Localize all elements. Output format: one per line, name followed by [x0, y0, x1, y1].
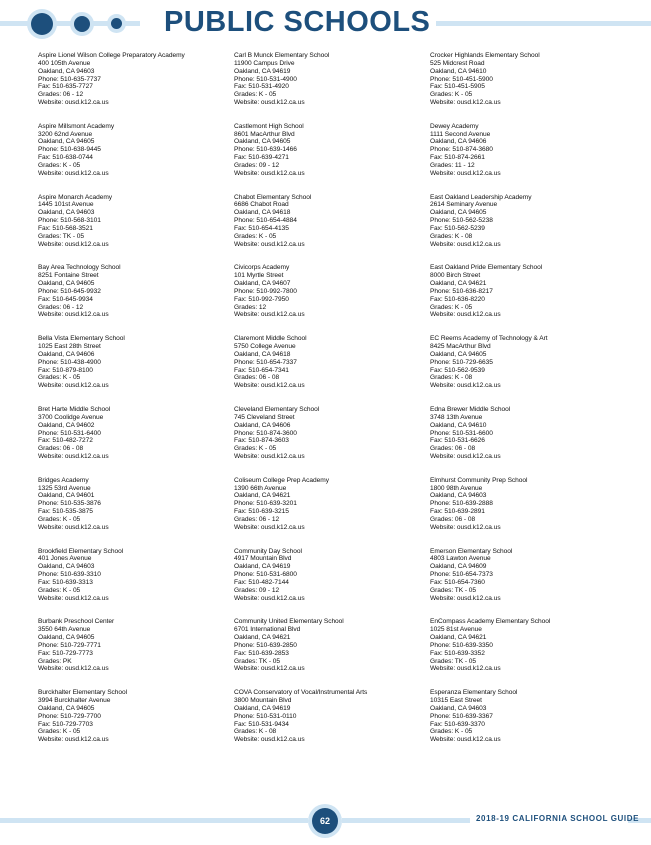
- school-phone: Phone: 510-636-8217: [430, 287, 493, 295]
- school-address: 3700 Coolidge Avenue: [38, 413, 104, 421]
- school-grades: Grades: 06 - 08: [234, 374, 280, 382]
- school-phone: Phone: 510-531-0110: [234, 712, 297, 720]
- school-phone: Phone: 510-639-3310: [38, 571, 101, 579]
- school-city: Oakland, CA 94605: [430, 209, 487, 217]
- school-grades: Grades: 09 - 12: [234, 586, 280, 594]
- school-address: 1325 53rd Avenue: [38, 484, 91, 492]
- school-grades: Grades: 06 - 08: [38, 445, 84, 453]
- school-fax: Fax: 510-531-9434: [234, 720, 289, 728]
- school-entry: [234, 264, 424, 335]
- page-number-badge: 62: [312, 808, 338, 834]
- school-entry: [430, 194, 620, 265]
- school-website[interactable]: Website: ousd.k12.ca.us: [38, 169, 109, 177]
- header-dot-medium-icon: [74, 16, 90, 32]
- school-website[interactable]: Website: ousd.k12.ca.us: [234, 382, 305, 390]
- school-grades: Grades: K - 08: [430, 232, 473, 240]
- school-grades: Grades: K - 05: [38, 586, 81, 594]
- school-website[interactable]: Website: ousd.k12.ca.us: [234, 736, 305, 744]
- school-phone: Phone: 510-568-3101: [38, 217, 101, 225]
- header-dot-large-icon: [31, 13, 53, 35]
- school-entry: [38, 689, 228, 760]
- school-grades: Grades: K - 05: [430, 91, 473, 99]
- school-website[interactable]: Website: ousd.k12.ca.us: [430, 736, 501, 744]
- school-name: Bridges Academy: [38, 476, 89, 484]
- school-city: Oakland, CA 94618: [234, 209, 291, 217]
- school-name: Claremont Middle School: [234, 335, 307, 343]
- school-city: Oakland, CA 94610: [430, 67, 487, 75]
- school-city: Oakland, CA 94605: [38, 138, 95, 146]
- school-address: 3994 Burckhalter Avenue: [38, 697, 111, 705]
- school-website[interactable]: Website: ousd.k12.ca.us: [430, 311, 501, 319]
- school-entry: [38, 264, 228, 335]
- school-address: 11900 Campus Drive: [234, 59, 295, 67]
- school-website[interactable]: Website: ousd.k12.ca.us: [38, 665, 109, 673]
- school-grades: Grades: 06 - 12: [38, 91, 84, 99]
- school-entry: [430, 406, 620, 477]
- page-title: PUBLIC SCHOOLS: [158, 6, 436, 39]
- school-grades: Grades: PK: [38, 657, 72, 665]
- school-city: Oakland, CA 94603: [430, 492, 487, 500]
- school-grades: Grades: K - 05: [38, 162, 81, 170]
- school-entry: [430, 618, 620, 689]
- school-entry: [38, 52, 228, 123]
- school-website[interactable]: Website: ousd.k12.ca.us: [38, 594, 109, 602]
- school-city: Oakland, CA 94603: [38, 209, 95, 217]
- school-city: Oakland, CA 94605: [38, 634, 95, 642]
- school-name: Aspire Millsmont Academy: [38, 122, 115, 130]
- school-name: Cleveland Elementary School: [234, 405, 320, 413]
- school-entry: [430, 264, 620, 335]
- school-name: Community Day School: [234, 547, 302, 555]
- school-name: Carl B Munck Elementary School: [234, 52, 330, 59]
- school-entry: [38, 123, 228, 194]
- school-website[interactable]: Website: ousd.k12.ca.us: [234, 665, 305, 673]
- school-entry: [430, 477, 620, 548]
- school-fax: Fax: 510-562-9539: [430, 366, 485, 374]
- school-website[interactable]: Website: ousd.k12.ca.us: [430, 665, 501, 673]
- school-phone: Phone: 510-639-3350: [430, 641, 493, 649]
- school-name: Crocker Highlands Elementary School: [430, 52, 540, 59]
- school-entry: [234, 689, 424, 760]
- school-fax: Fax: 510-482-7144: [234, 578, 289, 586]
- school-fax: Fax: 510-729-7703: [38, 720, 93, 728]
- school-phone: Phone: 510-535-3876: [38, 500, 101, 508]
- school-city: Oakland, CA 94603: [38, 67, 95, 75]
- school-entry: [430, 52, 620, 123]
- school-website[interactable]: Website: ousd.k12.ca.us: [234, 523, 305, 531]
- school-phone: Phone: 510-729-7771: [38, 641, 101, 649]
- school-city: Oakland, CA 94606: [430, 138, 487, 146]
- page-header: [0, 0, 651, 50]
- school-name: Chabot Elementary School: [234, 193, 312, 201]
- school-name: Castlemont High School: [234, 122, 304, 130]
- header-rule-left: [0, 21, 30, 26]
- school-city: Oakland, CA 94605: [38, 704, 95, 712]
- school-entry: [38, 548, 228, 619]
- school-address: 3200 62nd Avenue: [38, 130, 93, 138]
- school-address: 3800 Mountain Blvd: [234, 697, 292, 705]
- school-name: Coliseum College Prep Academy: [234, 476, 329, 484]
- school-city: Oakland, CA 94606: [234, 421, 291, 429]
- school-phone: Phone: 510-639-2888: [430, 500, 493, 508]
- guide-title: 2018-19 CALIFORNIA SCHOOL GUIDE: [476, 814, 640, 823]
- school-fax: Fax: 510-639-4271: [234, 154, 289, 162]
- school-fax: Fax: 510-535-3875: [38, 508, 93, 516]
- school-entry: [38, 194, 228, 265]
- school-entry: [430, 689, 620, 760]
- school-grades: Grades: K - 05: [430, 728, 473, 736]
- school-entry: [38, 406, 228, 477]
- school-fax: Fax: 510-639-2891: [430, 508, 485, 516]
- school-address: 3550 64th Avenue: [38, 626, 91, 634]
- school-fax: Fax: 510-654-7341: [234, 366, 289, 374]
- school-phone: Phone: 510-992-7800: [234, 287, 297, 295]
- school-name: Aspire Lionel Wilson College Preparatory Academy: [38, 52, 185, 59]
- school-fax: Fax: 510-635-7727: [38, 83, 93, 91]
- school-website[interactable]: Website: ousd.k12.ca.us: [430, 594, 501, 602]
- school-grades: Grades: 06 - 08: [430, 445, 476, 453]
- school-city: Oakland, CA 94619: [234, 704, 291, 712]
- school-grades: Grades: K - 08: [234, 728, 277, 736]
- school-entry: [234, 406, 424, 477]
- school-entry: [38, 335, 228, 406]
- school-phone: Phone: 510-645-9932: [38, 287, 101, 295]
- school-grades: Grades: K - 05: [430, 303, 473, 311]
- school-name: East Oakland Leadership Academy: [430, 193, 532, 201]
- school-grades: Grades: K - 05: [38, 374, 81, 382]
- school-grades: Grades: K - 05: [234, 232, 277, 240]
- school-city: Oakland, CA 94601: [38, 492, 95, 500]
- school-name: Burckhalter Elementary School: [38, 689, 128, 697]
- school-grades: Grades: K - 08: [430, 374, 473, 382]
- school-phone: Phone: 510-451-5900: [430, 75, 493, 83]
- school-address: 525 Midcrest Road: [430, 59, 485, 67]
- school-column-3: [430, 52, 620, 760]
- school-phone: Phone: 510-874-3680: [430, 146, 493, 154]
- school-address: 1445 101st Avenue: [38, 201, 94, 209]
- school-fax: Fax: 510-874-2661: [430, 154, 485, 162]
- school-phone: Phone: 510-729-6635: [430, 358, 493, 366]
- school-phone: Phone: 510-438-4900: [38, 358, 101, 366]
- school-fax: Fax: 510-992-7950: [234, 295, 289, 303]
- school-grades: Grades: K - 05: [38, 728, 81, 736]
- school-city: Oakland, CA 94605: [430, 350, 487, 358]
- school-address: 6686 Chabot Road: [234, 201, 289, 209]
- school-name: EC Reems Academy of Technology & Art: [430, 335, 548, 343]
- school-grades: Grades: 12: [234, 303, 267, 311]
- school-city: Oakland, CA 94603: [38, 563, 95, 571]
- school-entry: [430, 335, 620, 406]
- school-fax: Fax: 510-638-0744: [38, 154, 93, 162]
- school-city: Oakland, CA 94607: [234, 280, 291, 288]
- school-city: Oakland, CA 94609: [430, 563, 487, 571]
- school-phone: Phone: 510-531-6600: [430, 429, 493, 437]
- school-fax: Fax: 510-639-3370: [430, 720, 485, 728]
- school-address: 10315 East Street: [430, 697, 482, 705]
- school-grades: Grades: K - 05: [38, 516, 81, 523]
- school-address: 2614 Seminary Avenue: [430, 201, 498, 209]
- school-entry: [430, 548, 620, 619]
- school-column-2: [234, 52, 424, 760]
- school-fax: Fax: 510-531-6626: [430, 437, 485, 445]
- school-phone: Phone: 510-562-5238: [430, 217, 493, 225]
- school-website[interactable]: Website: ousd.k12.ca.us: [38, 240, 109, 248]
- school-grades: Grades: TK - 05: [430, 657, 477, 665]
- school-name: Burbank Preschool Center: [38, 618, 115, 626]
- school-grades: Grades: K - 05: [234, 91, 277, 99]
- school-phone: Phone: 510-654-4884: [234, 217, 297, 225]
- school-city: Oakland, CA 94602: [38, 421, 95, 429]
- school-entry: [38, 618, 228, 689]
- school-fax: Fax: 510-729-7773: [38, 649, 93, 657]
- school-website[interactable]: Website: ousd.k12.ca.us: [430, 453, 501, 461]
- school-name: Esperanza Elementary School: [430, 689, 518, 697]
- school-website[interactable]: Website: ousd.k12.ca.us: [234, 169, 305, 177]
- school-fax: Fax: 510-654-4135: [234, 224, 289, 232]
- page-footer: [0, 800, 651, 845]
- school-phone: Phone: 510-635-7737: [38, 75, 101, 83]
- school-website[interactable]: Website: ousd.k12.ca.us: [38, 523, 109, 531]
- school-fax: Fax: 510-531-4920: [234, 83, 289, 91]
- school-column-1: [38, 52, 228, 760]
- school-address: 1111 Second Avenue: [430, 130, 491, 138]
- school-address: 1390 66th Avenue: [234, 484, 287, 492]
- school-website[interactable]: Website: ousd.k12.ca.us: [234, 594, 305, 602]
- school-city: Oakland, CA 94605: [234, 138, 291, 146]
- school-website[interactable]: Website: ousd.k12.ca.us: [430, 523, 501, 531]
- school-website[interactable]: Website: ousd.k12.ca.us: [38, 382, 109, 390]
- school-website[interactable]: Website: ousd.k12.ca.us: [430, 382, 501, 390]
- school-entry: [234, 123, 424, 194]
- school-address: 3748 13th Avenue: [430, 413, 483, 421]
- school-address: 101 Myrtle Street: [234, 272, 284, 280]
- school-city: Oakland, CA 94621: [234, 634, 291, 642]
- school-website[interactable]: Website: ousd.k12.ca.us: [430, 99, 501, 107]
- school-website[interactable]: Website: ousd.k12.ca.us: [38, 311, 109, 319]
- school-address: 4917 Mountain Blvd: [234, 555, 292, 563]
- school-name: Aspire Monarch Academy: [38, 193, 113, 201]
- school-entry: [234, 335, 424, 406]
- school-website[interactable]: Website: ousd.k12.ca.us: [38, 453, 109, 461]
- school-name: Edna Brewer Middle School: [430, 405, 511, 413]
- school-city: Oakland, CA 94619: [234, 67, 291, 75]
- school-address: 1800 98th Avenue: [430, 484, 483, 492]
- school-fax: Fax: 510-879-8100: [38, 366, 93, 374]
- school-entry: [234, 52, 424, 123]
- school-address: 401 Jones Avenue: [38, 555, 92, 563]
- school-grades: Grades: 06 - 12: [234, 516, 280, 523]
- school-grades: Grades: 11 - 12: [430, 162, 475, 170]
- school-fax: Fax: 510-562-5239: [430, 224, 485, 232]
- school-entry: [234, 548, 424, 619]
- school-phone: Phone: 510-531-6400: [38, 429, 101, 437]
- school-grades: Grades: K - 05: [234, 445, 277, 453]
- school-address: 8425 MacArthur Blvd: [430, 343, 491, 351]
- school-website[interactable]: Website: ousd.k12.ca.us: [234, 311, 305, 319]
- school-fax: Fax: 510-639-3352: [430, 649, 485, 657]
- school-website[interactable]: Website: ousd.k12.ca.us: [430, 169, 501, 177]
- school-grades: Grades: TK - 05: [38, 232, 85, 240]
- school-city: Oakland, CA 94621: [430, 634, 487, 642]
- school-name: Elmhurst Community Prep School: [430, 476, 528, 484]
- school-website[interactable]: Website: ousd.k12.ca.us: [430, 240, 501, 248]
- school-phone: Phone: 510-654-7373: [430, 571, 493, 579]
- school-address: 4803 Lawton Avenue: [430, 555, 491, 563]
- school-website[interactable]: Website: ousd.k12.ca.us: [38, 99, 109, 107]
- school-phone: Phone: 510-638-9445: [38, 146, 101, 154]
- school-address: 6701 International Blvd: [234, 626, 301, 634]
- school-phone: Phone: 510-654-7337: [234, 358, 297, 366]
- school-address: 8601 MacArthur Blvd: [234, 130, 295, 138]
- school-grades: Grades: TK - 05: [430, 586, 477, 594]
- school-address: 8251 Fontaine Street: [38, 272, 99, 280]
- school-city: Oakland, CA 94619: [234, 563, 291, 571]
- school-fax: Fax: 510-639-2853: [234, 649, 289, 657]
- school-website[interactable]: Website: ousd.k12.ca.us: [234, 99, 305, 107]
- school-entry: [38, 477, 228, 548]
- school-name: East Oakland Pride Elementary School: [430, 264, 543, 272]
- school-entry: [234, 477, 424, 548]
- school-city: Oakland, CA 94606: [38, 350, 95, 358]
- school-fax: Fax: 510-568-3521: [38, 224, 93, 232]
- school-grades: Grades: 06 - 08: [430, 516, 476, 523]
- school-phone: Phone: 510-639-3367: [430, 712, 493, 720]
- school-fax: Fax: 510-636-8220: [430, 295, 485, 303]
- school-entry: [430, 123, 620, 194]
- school-name: Emerson Elementary School: [430, 547, 513, 555]
- school-phone: Phone: 510-639-2850: [234, 641, 297, 649]
- school-city: Oakland, CA 94610: [430, 421, 487, 429]
- school-website[interactable]: Website: ousd.k12.ca.us: [234, 453, 305, 461]
- school-phone: Phone: 510-639-3201: [234, 500, 297, 508]
- school-fax: Fax: 510-654-7360: [430, 578, 485, 586]
- school-city: Oakland, CA 94618: [234, 350, 291, 358]
- school-phone: Phone: 510-729-7700: [38, 712, 101, 720]
- school-name: Community United Elementary School: [234, 618, 344, 626]
- header-dot-small-icon: [111, 18, 122, 29]
- school-address: 745 Cleveland Street: [234, 413, 295, 421]
- school-phone: Phone: 510-531-6800: [234, 571, 297, 579]
- school-fax: Fax: 510-639-3215: [234, 508, 289, 516]
- footer-rule-middle: [342, 818, 470, 823]
- school-grades: Grades: TK - 05: [234, 657, 281, 665]
- school-city: Oakland, CA 94603: [430, 704, 487, 712]
- school-address: 1025 81st Avenue: [430, 626, 482, 634]
- school-city: Oakland, CA 94621: [234, 492, 291, 500]
- school-name: COVA Conservatory of Vocal/Instrumental Arts: [234, 689, 368, 697]
- school-address: 8000 Birch Street: [430, 272, 481, 280]
- school-website[interactable]: Website: ousd.k12.ca.us: [234, 240, 305, 248]
- school-fax: Fax: 510-874-3603: [234, 437, 289, 445]
- school-address: 5750 College Avenue: [234, 343, 296, 351]
- school-address: 1025 East 28th Street: [38, 343, 101, 351]
- school-city: Oakland, CA 94621: [430, 280, 487, 288]
- school-grades: Grades: 09 - 12: [234, 162, 280, 170]
- school-phone: Phone: 510-639-1466: [234, 146, 297, 154]
- school-name: Bay Area Technology School: [38, 264, 121, 272]
- school-address: 400 105th Avenue: [38, 59, 91, 67]
- school-fax: Fax: 510-639-3313: [38, 578, 93, 586]
- school-name: Brookfield Elementary School: [38, 547, 124, 555]
- school-name: EnCompass Academy Elementary School: [430, 618, 551, 626]
- school-name: Bella Vista Elementary School: [38, 335, 125, 343]
- school-entry: [234, 194, 424, 265]
- school-phone: Phone: 510-531-4900: [234, 75, 297, 83]
- school-fax: Fax: 510-451-5905: [430, 83, 485, 91]
- school-entry: [234, 618, 424, 689]
- school-phone: Phone: 510-874-3600: [234, 429, 297, 437]
- school-grades: Grades: 06 - 12: [38, 303, 84, 311]
- school-fax: Fax: 510-645-9934: [38, 295, 93, 303]
- school-name: Civicorps Academy: [234, 264, 290, 272]
- school-website[interactable]: Website: ousd.k12.ca.us: [38, 736, 109, 744]
- school-city: Oakland, CA 94605: [38, 280, 95, 288]
- school-name: Bret Harte Middle School: [38, 405, 111, 413]
- school-name: Dewey Academy: [430, 122, 479, 130]
- footer-rule-left: [0, 818, 308, 823]
- school-fax: Fax: 510-482-7272: [38, 437, 93, 445]
